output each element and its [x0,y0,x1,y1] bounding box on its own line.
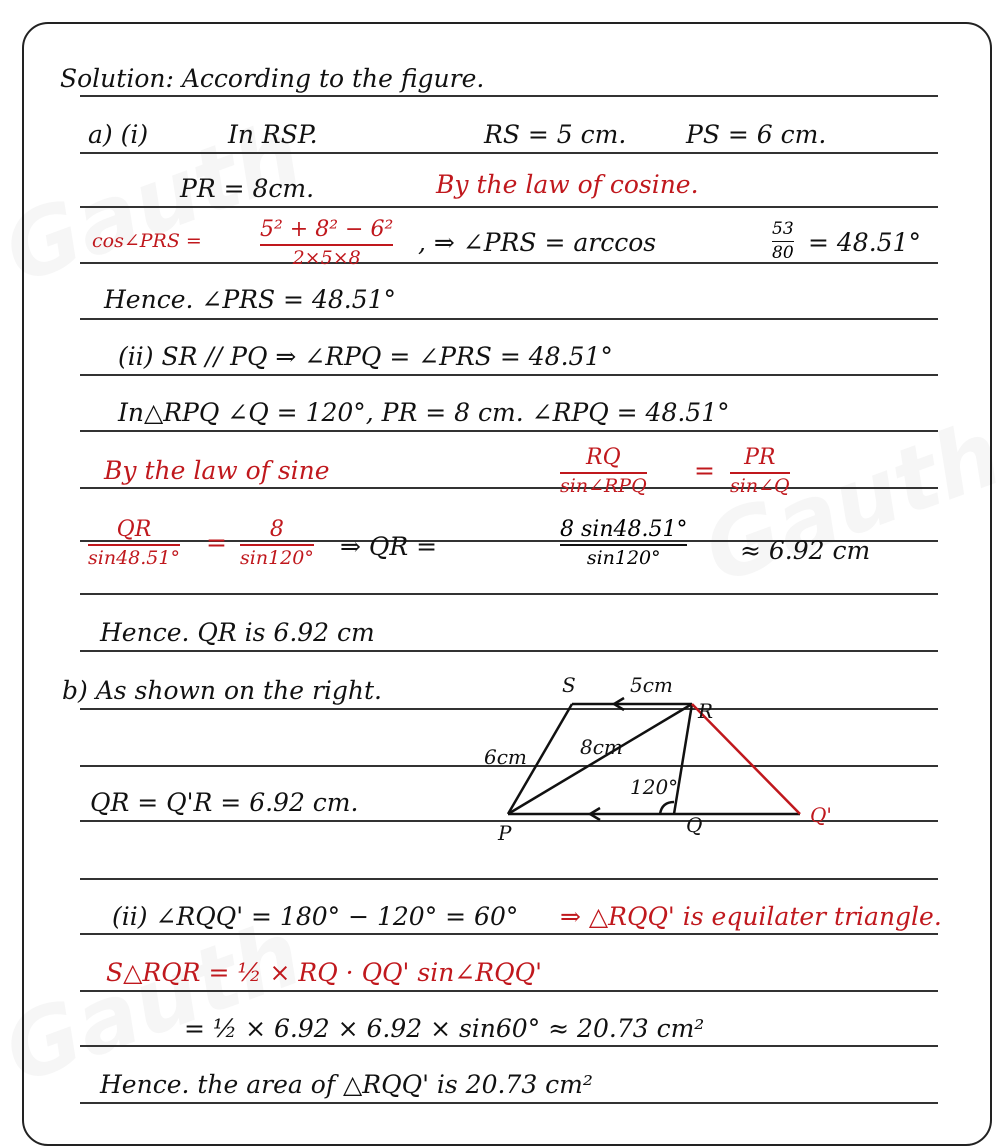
text: (ii) ∠RQQ' = 180° − 120° = 60° [112,902,519,931]
label-6cm: 6cm [484,745,527,769]
text: = [694,456,715,485]
text: Hence. QR is 6.92 cm [100,618,375,647]
trapezoid-figure [480,660,840,850]
text: = [206,528,227,557]
text: = ½ × 6.92 × 6.92 × sin60° ≈ 20.73 cm² [184,1014,705,1043]
vertex-p: P [498,821,512,845]
solution-heading: Solution: According to the figure. [60,64,485,93]
text: In△RPQ ∠Q = 120°, PR = 8 cm. ∠RPQ = 48.51° [118,398,730,427]
text: By the law of cosine. [436,170,699,199]
fraction: 53 80 [772,219,794,264]
part-a-label: a) (i) [88,120,149,149]
text: Hence. ∠PRS = 48.51° [104,285,397,314]
part-b-label: b) As shown on the right. [62,676,382,705]
text: ≈ 6.92 cm [740,536,871,565]
fraction: 8 sin120° [240,517,314,569]
text: In RSP. [228,120,318,149]
vertex-q: Q [686,813,703,837]
text: ⇒ QR = [340,532,438,561]
fraction: 5² + 8² − 6² 2×5×8 [260,217,394,269]
vertex-q-prime: Q' [810,803,832,827]
text: PR = 8cm. [180,174,315,203]
text: (ii) SR // PQ ⇒ ∠RPQ = ∠PRS = 48.51° [118,342,613,371]
vertex-s: S [562,673,576,697]
text: cos∠PRS = [92,230,202,252]
label-5cm: 5cm [630,673,673,697]
angle-arc [660,802,674,814]
fraction: 8 sin48.51° sin120° [560,517,688,569]
label-120: 120° [630,775,679,799]
text: PS = 6 cm. [686,120,827,149]
vertex-r: R [698,699,714,723]
fraction: PR sin∠Q [730,445,790,497]
text: S△RQR = ½ × RQ · QQ' sin∠RQQ' [106,958,542,987]
text: By the law of sine [104,456,330,485]
text: = 48.51° [808,228,921,257]
text: ⇒ △RQQ' is equilater triangle. [560,902,942,931]
text: RS = 5 cm. [484,120,627,149]
text: QR = Q'R = 6.92 cm. [90,788,359,817]
label-8cm: 8cm [580,735,623,759]
text: Hence. the area of △RQQ' is 20.73 cm² [100,1070,593,1099]
text: , ⇒ ∠PRS = arccos [418,228,657,257]
fraction: RQ sin∠RPQ [560,445,647,497]
fraction: QR sin48.51° [88,517,180,569]
